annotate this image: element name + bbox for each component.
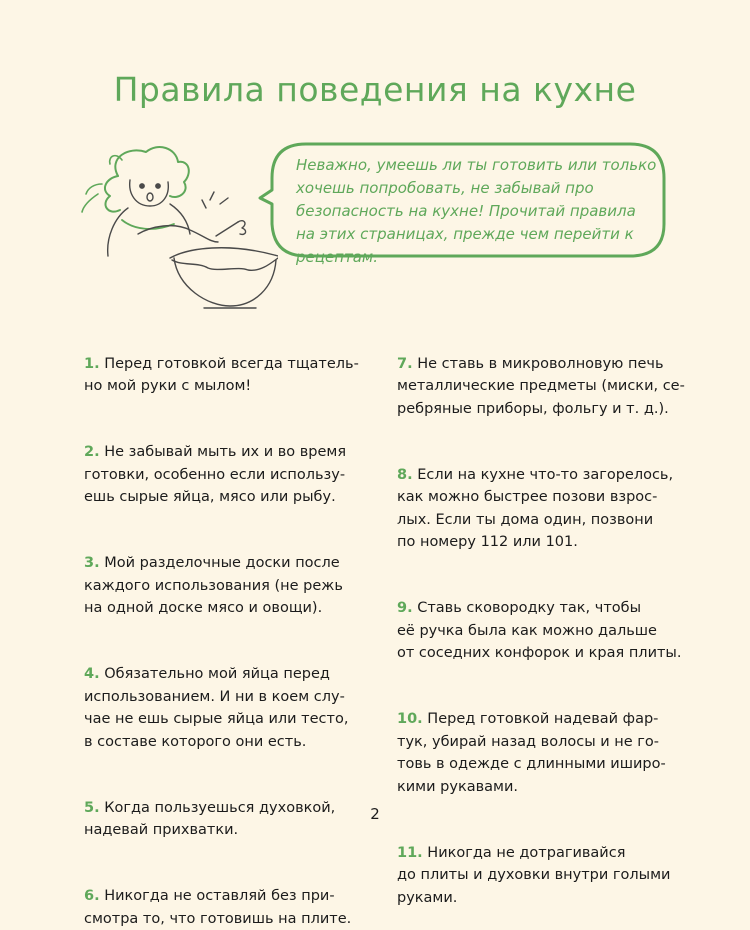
page-number: 2 bbox=[0, 805, 750, 823]
rule-text: Если на кухне что-то загорелось, как можно быстрее позови взрос- лых. Если ты дома один, позвони по номеру 112 или 101. bbox=[397, 467, 673, 551]
rule-number: 11. bbox=[397, 845, 423, 861]
rule-text: Не ставь в микроволновую печь металлические предметы (миски, се- ребряные приборы, фольгу и т. д.). bbox=[397, 356, 685, 417]
rule-number: 7. bbox=[397, 356, 413, 372]
rule-number: 6. bbox=[84, 888, 100, 904]
rule-text: Перед готовкой всегда тщатель- но мой руки с мылом! bbox=[84, 356, 359, 395]
rule-number: 10. bbox=[397, 711, 423, 727]
rule-text: Мой разделочные доски после каждого использования (не режь на одной доске мясо и овощи). bbox=[84, 555, 343, 616]
rule-item bbox=[397, 686, 697, 799]
rules-left-column bbox=[84, 330, 384, 930]
intro-speech-bubble bbox=[258, 140, 670, 261]
rule-text: Обязательно мой яйца перед использованием. И ни в коем слу- чае не ешь сырые яйца или тесто, в составе которого они есть. bbox=[84, 666, 348, 750]
intro-text: Неважно, умеешь ли ты готовить или только хочешь попробовать, не забывай про безопасность на кухне! Прочитай правила на этих страницах, прежде чем перейти к рецептам. bbox=[296, 154, 658, 269]
rule-item bbox=[84, 863, 384, 930]
rule-item bbox=[397, 441, 697, 554]
rule-text: Когда пользуешься духовкой, надевай прихватки. bbox=[84, 800, 335, 839]
rule-item bbox=[397, 330, 697, 420]
rule-number: 9. bbox=[397, 600, 413, 616]
rule-number: 4. bbox=[84, 666, 100, 682]
rule-item bbox=[397, 819, 697, 909]
rule-text: Перед готовкой надевай фар- тук, убирай назад волосы и не го- товь в одежде с длинными иширо- кими рукавами. bbox=[397, 711, 666, 795]
page-title: Правила поведения на кухне bbox=[0, 70, 750, 109]
rule-item bbox=[84, 530, 384, 620]
rule-item bbox=[84, 419, 384, 509]
rule-number: 5. bbox=[84, 800, 100, 816]
rule-item bbox=[397, 575, 697, 665]
rule-number: 1. bbox=[84, 356, 100, 372]
rule-text: Никогда не оставляй без при- смотра то, что готовишь на плите. bbox=[84, 888, 351, 927]
rule-text: Никогда не дотрагивайся до плиты и духовки внутри голыми руками. bbox=[397, 845, 670, 906]
rule-number: 2. bbox=[84, 444, 100, 460]
rule-text: Ставь сковородку так, чтобы её ручка была как можно дальше от соседних конфорок и края плиты. bbox=[397, 600, 682, 661]
rule-item bbox=[84, 330, 384, 398]
rule-number: 8. bbox=[397, 467, 413, 483]
rule-text: Не забывай мыть их и во время готовки, особенно если использу- ешь сырые яйца, мясо или рыбу. bbox=[84, 444, 346, 505]
rule-number: 3. bbox=[84, 555, 100, 571]
rule-item bbox=[84, 641, 384, 754]
child-mixing-bowl-illustration bbox=[78, 138, 278, 318]
